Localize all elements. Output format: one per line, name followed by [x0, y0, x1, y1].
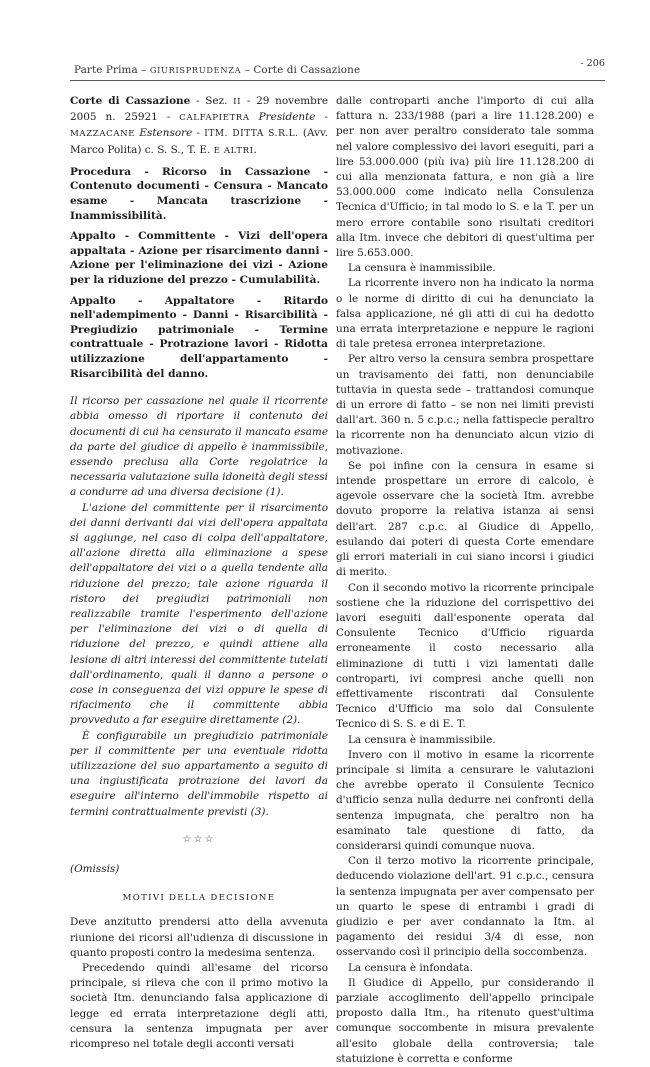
section-number: II	[233, 97, 242, 107]
separator: -	[315, 111, 328, 124]
separator: -	[192, 127, 205, 140]
president-role: Presidente	[249, 111, 316, 124]
header-section: GIURISPRUDENZA	[149, 65, 242, 75]
president-name: CALFAPIETRA	[179, 113, 250, 124]
author-role: Estensore	[135, 127, 193, 140]
maxim-appalto-appaltatore: Appalto - Appaltatore - Ritardo nell'adempimento - Danni - Risarcibilità - Pregiudizio patrimoniale - Termine contrattuale - Protrazione lavori - Ridotta utilizzazione dell'appartamento - Risarcibilità del danno.	[70, 294, 328, 380]
body-paragraph: Deve anzitutto prendersi atto della avvenuta riunione dei ricorsi all'udienza di discussione in quanto proposti contro la medesima sentenza.	[70, 916, 328, 959]
ref-text: - Sez.	[190, 95, 234, 107]
appellant-name: ITM. DITTA S.R.L.	[204, 129, 299, 140]
body-paragraph: Precedendo quindi all'esame del ricorso principale, si rileva che con il primo motivo la società Itm. denunciando falsa applicazione di legge ed errata interpretazione degli atti, censura la sentenza impugnata per aver ricompreso nel totale degli acconti versati	[70, 962, 328, 1051]
court-name: Corte di Cassazione	[70, 95, 191, 107]
separator-stars: ☆☆☆	[182, 833, 216, 845]
body-paragraph: La ricorrente invero non ha indicato la norma o le norme di diritto di cui ha denunciato la falsa applicazione, né gli atti di cui ha dedotto una errata interpretazione e neppure le ragioni di tale pretesa erronea interpretazione.	[336, 277, 594, 351]
body-paragraph: La censura è inammissibile.	[348, 733, 496, 746]
body-paragraph: Per altro verso la censura sembra prospettare un travisamento dei fatti, non denunciabile tuttavia in questa sede – trattandosi comunque di un errore di fatto – se non nei limiti previsti dall'art. 360 n. 5 c.p.c.; nella fattispecie peraltro la ricorrente non ha denunciato alcun vizio di motivazione.	[336, 353, 594, 457]
omissis: (Omissis)	[70, 863, 120, 876]
left-column	[70, 94, 328, 1052]
ref-end: .	[253, 143, 257, 156]
right-column	[336, 94, 594, 1067]
header-court: – Corte di Cassazione	[241, 64, 361, 76]
body-paragraph: Invero con il motivo in esame la ricorrente principale si limita a censurare le valutazioni che avrebbe operato il Consulente Tecnico d'ufficio senza nulla dedurre nei confronti della sentenza impugnata, che peraltro non ha esaminato tale questione di fatto, da considerarsi quindi comunque nuova.	[336, 748, 594, 852]
decision-reference	[70, 94, 328, 159]
maxim-appalto-committente: Appalto - Committente - Vizi dell'opera appaltata - Azione per risarcimento danni - Azione per l'eliminazione dei vizi - Azione per la riduzione del prezzo - Cumulabilità.	[70, 230, 328, 286]
summary-paragraph: Il ricorso per cassazione nel quale il ricorrente abbia omesso di riportare il contenuto dei documenti di cui ha censurato il mancato esame da parte del giudice di appello è inammissibile, essendo preclusa alla Corte regolatrice la necessaria valutazione sulla idoneità degli stessi a condurre ad una diversa decisione (1).	[70, 395, 328, 499]
running-head-text	[74, 64, 360, 76]
body-paragraph: Se poi infine con la censura in esame si intende prospettare un errore di calcolo, è agevole osservare che la società Itm. avrebbe dovuto proporre la relativa istanza ai sensi dell'art. 287 c.p.c. al Giudice di Appello, esulando dai poteri di questa Corte emendare gli errori materiali in cui siano incorsi i giudici di merito.	[336, 459, 594, 579]
parties-text: (Avv. Marco Polita) c. S. S., T. E.	[70, 127, 328, 156]
header-part: Parte Prima –	[74, 64, 150, 76]
body-paragraph: Con il secondo motivo la ricorrente principale sostiene che la riduzione del corrispettivo dei lavori eseguiti dall'esponente operata dal Consulente Tecnico d'Ufficio riguarda erroneamente il costo necessario alla eliminazione di tutti i vizi lamentati dalle controparti, ivi compresi anche quelli non effettivamente riscontrati dal Consulente Tecnico d'Ufficio ma solo dal Consulente Tecnico di S. S. e di E. T.	[336, 581, 594, 731]
body-paragraph: Il Giudice di Appello, pur considerando il parziale accoglimento dell'appello principale proposto dalla Itm., ha ritenuto quest'ultima comunque soccombente in misura prevalente all'esito globale della controversia; tale statuizione è corretta e conforme	[336, 976, 594, 1065]
body-paragraph: La censura è inammissibile.	[348, 262, 496, 275]
decision-date-number: - 29 novembre 2005 n. 25921 -	[70, 95, 328, 124]
et-al: E ALTRI	[213, 145, 254, 156]
section-title: MOTIVI DELLA DECISIONE	[122, 893, 276, 904]
summary-paragraph: L'azione del committente per il risarcimento dei danni derivanti dai vizi dell'opera appaltata si aggiunge, nel caso di colpa dell'appaltatore, all'azione diretta alla eliminazione a spese dell'appaltatore dei vizi o a quella tendente alla riduzione del prezzo; tale azione riguarda il ristoro dei pregiudizi patrimoniali non realizzabile tramite l'esperimento dell'azione per l'eliminazione dei vizi o di quella di riduzione del prezzo, e quindi attiene alla lesione di altri interessi del committente tutelati dall'ordinamento, quali il danno a persone o cose in conseguenza dei vizi oppure le spese di rifacimento che il committente abbia provveduto a far eseguire direttamente (2).	[70, 501, 328, 727]
header-rule	[70, 80, 605, 81]
body-paragraph: La censura è infondata.	[348, 961, 473, 974]
page-number: - 206	[580, 58, 605, 69]
body-paragraph: Con il terzo motivo la ricorrente principale, deducendo violazione dell'art. 91 c.p.c., censura la sentenza impugnata per aver compensato per un quarto le spese di entrambi i gradi di giudizio e per aver condannato la Itm. al pagamento dei residui 3/4 di esse, non osservando così il principio della soccombenza.	[336, 855, 594, 959]
author-name: MAZZACANE	[70, 129, 136, 140]
maxim-procedura: Procedura - Ricorso in Cassazione - Contenuto documenti - Censura - Mancato esame - Mancata trascrizione - Inammissibilità.	[70, 165, 328, 222]
running-header	[70, 60, 605, 82]
summary-paragraph: È configurabile un pregiudizio patrimoniale per il committente per una eventuale ridotta utilizzazione del suo appartamento a seguito di una ingiustificata protrazione dei lavori da eseguire all'interno dell'immobile rispetto ai termini contrattualmente previsti (3).	[70, 729, 328, 818]
body-paragraph: dalle controparti anche l'importo di cui alla fattura n. 233/1988 (pari a lire 11.128.200) e per non aver peraltro considerato tale somma nel valore complessivo dei lavori eseguiti, pari a lire 53.000.000 (più iva) più lire 11.128.200 di cui alla menzionata fattura, e non già a lire 53.000.000 come indicato nella Consulenza Tecnica d'Ufficio; in tal modo lo S. e la T. per un mero errore contabile sono risultati creditori alla Itm. invece che debitori di quest'ultima per lire 5.653.000.	[336, 95, 594, 260]
